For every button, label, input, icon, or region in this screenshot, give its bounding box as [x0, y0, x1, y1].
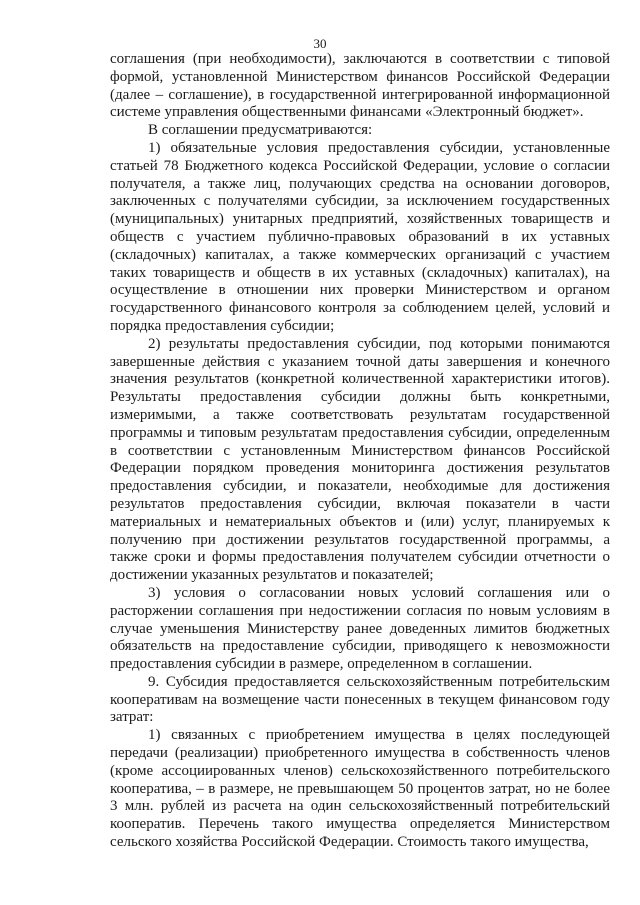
document-body — [110, 51, 610, 852]
paragraph-section-9-item-1: 1) связанных с приобретением имущества в целях последующей передачи (реализации) приобретенного имущества в собственность членов (кроме ассоциированных членов) сельскохозяйственного потребительского кооператива, – в размере, не превышающем 50 процентов затрат, но не более 3 млн. рублей из расчета на один сельскохозяйственный потребительский кооператив. Перечень такого имущества определяется Министерством сельского хозяйства Российской Федерации. Стоимость такого имущества, — [110, 727, 610, 851]
paragraph-section-9: 9. Субсидия предоставляется сельскохозяйственным потребительским кооперативам на возмещение части понесенных в текущем финансовом году затрат: — [110, 673, 610, 726]
paragraph-agreement-form: соглашения (при необходимости), заключаются в соответствии с типовой формой, установленной Министерством финансов Российской Федерации (далее – соглашение), в государственной интегрированной информационной системе управления общественными финансами «Электронный бюджет». — [110, 51, 610, 121]
paragraph-item-2-results: 2) результаты предоставления субсидии, под которыми понимаются завершенные действия с указанием точной даты завершения и конечного значения результатов (конкретной количественной характеристики итогов). Результаты предоставления субсидии должны быть конкретными, измеримыми, а также соответствовать результатам государственной программы и типовым результатам предоставления субсидии, определенным в соответствии с установленным Министерством финансов Российской Федерации порядком проведения мониторинга достижения результатов предоставления субсидии, и показатели, необходимые для достижения результатов предоставления субсидии, включая показатели в части материальных и нематериальных объектов и (или) услуг, планируемых к получению при достижении результатов государственной программы, а также сроки и формы предоставления получателем субсидии отчетности о достижении указанных результатов и показателей; — [110, 335, 610, 584]
paragraph-item-1-conditions: 1) обязательные условия предоставления субсидии, установленные статьей 78 Бюджетного кодекса Российской Федерации, условие о согласии получателя, а также лиц, получающих средства на основании договоров, заключенных с получателями субсидии, за исключением государственных (муниципальных) унитарных предприятий, хозяйственных товариществ и обществ с участием публично-правовых образований в их уставных (складочных) капиталах, а также коммерческих организаций с участием таких товариществ и обществ в их уставных (складочных) капиталах), на осуществление в отношении них проверки Министерством и органом государственного финансового контроля за соблюдением целей, условий и порядка предоставления субсидии; — [110, 139, 610, 334]
page-number: 30 — [313, 36, 327, 51]
paragraph-item-3-new-conditions: 3) условия о согласовании новых условий соглашения или о расторжении соглашения при недостижении согласия по новым условиям в случае уменьшения Министерству ранее доведенных лимитов бюджетных обязательств на предоставление субсидии, приводящего к невозможности предоставления субсидии в размере, определенном в соглашении. — [110, 584, 610, 673]
paragraph-agreement-provisions: В соглашении предусматриваются: — [148, 122, 373, 139]
